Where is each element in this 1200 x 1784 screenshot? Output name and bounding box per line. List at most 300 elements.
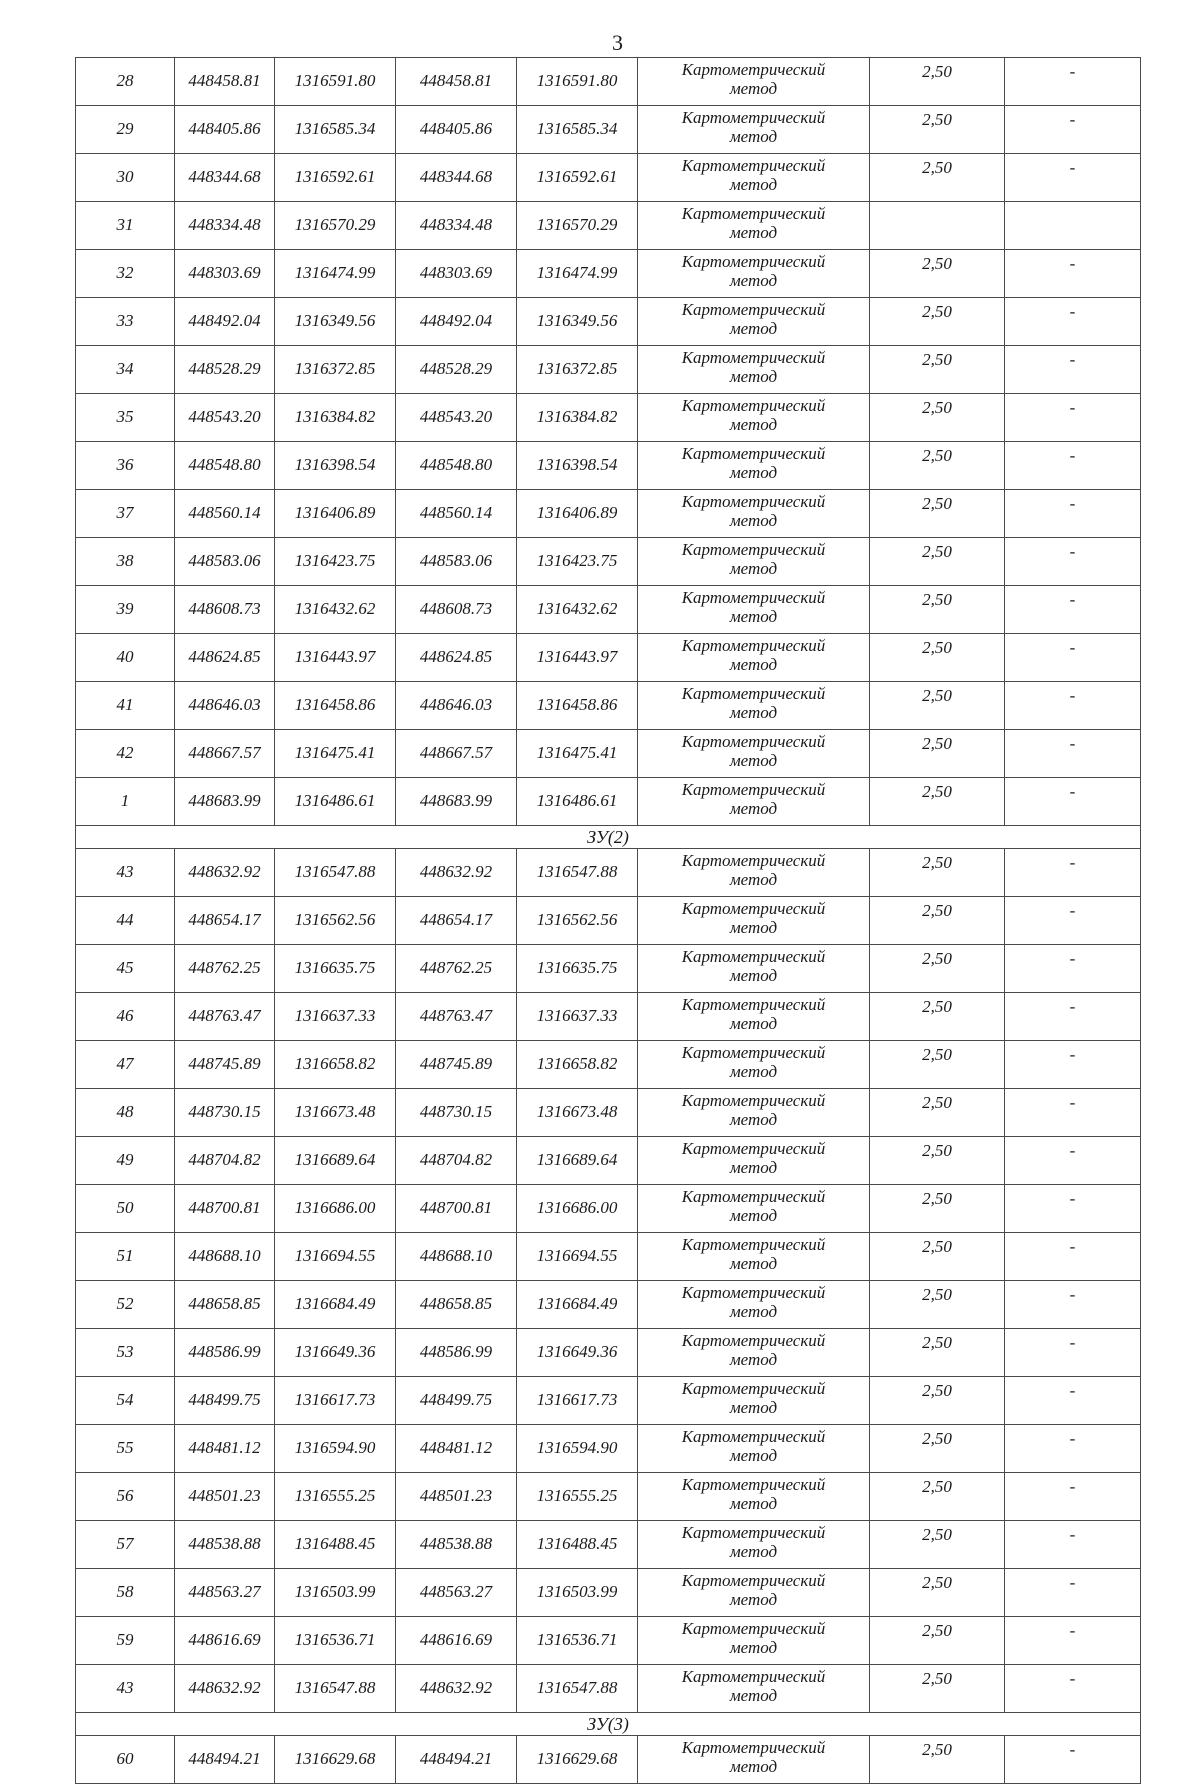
description-cell <box>1005 202 1141 250</box>
accuracy-cell: 2,50 <box>870 1089 1005 1137</box>
table-row <box>76 250 1141 298</box>
x-new-cell: 448667.57 <box>396 730 517 778</box>
method-cell <box>638 1617 870 1665</box>
y-existing-cell: 1316475.41 <box>275 730 396 778</box>
point-number-cell: 45 <box>76 945 175 993</box>
accuracy-cell: 2,50 <box>870 1425 1005 1473</box>
accuracy-cell: 2,50 <box>870 993 1005 1041</box>
x-existing-cell: 448492.04 <box>175 298 275 346</box>
section-title: ЗУ(2) <box>76 826 1141 849</box>
table-row <box>76 1041 1141 1089</box>
method-label-line1: Картометрический <box>681 732 826 751</box>
x-existing-cell: 448458.81 <box>175 58 275 106</box>
y-new-cell: 1316349.56 <box>517 298 638 346</box>
y-existing-cell: 1316637.33 <box>275 993 396 1041</box>
x-new-cell: 448646.03 <box>396 682 517 730</box>
x-existing-cell: 448632.92 <box>175 1665 275 1713</box>
x-new-cell: 448762.25 <box>396 945 517 993</box>
point-number-cell: 55 <box>76 1425 175 1473</box>
y-existing-cell: 1316570.29 <box>275 202 396 250</box>
method-label-line2: метод <box>729 1542 778 1561</box>
page-number: 3 <box>612 30 623 55</box>
method-cell <box>638 1281 870 1329</box>
method-cell <box>638 490 870 538</box>
method-cell <box>638 586 870 634</box>
method-cell <box>638 993 870 1041</box>
x-existing-cell: 448538.88 <box>175 1521 275 1569</box>
method-cell <box>638 778 870 826</box>
method-label-line2: метод <box>729 1686 778 1705</box>
y-existing-cell: 1316649.36 <box>275 1329 396 1377</box>
method-cell <box>638 106 870 154</box>
method-label-line2: метод <box>729 1398 778 1417</box>
accuracy-cell: 2,50 <box>870 1185 1005 1233</box>
method-label-line1: Картометрический <box>681 1571 826 1590</box>
description-cell: - <box>1005 250 1141 298</box>
method-cell <box>638 58 870 106</box>
point-number-cell: 34 <box>76 346 175 394</box>
method-label-line2: метод <box>729 511 778 530</box>
method-cell <box>638 1233 870 1281</box>
method-label-line1: Картометрический <box>681 780 826 799</box>
method-label-line2: метод <box>729 751 778 770</box>
point-number-cell: 39 <box>76 586 175 634</box>
y-new-cell: 1316536.71 <box>517 1617 638 1665</box>
table-row <box>76 945 1141 993</box>
y-new-cell: 1316488.45 <box>517 1521 638 1569</box>
x-existing-cell: 448704.82 <box>175 1137 275 1185</box>
y-new-cell: 1316423.75 <box>517 538 638 586</box>
method-label-line1: Картометрический <box>681 444 826 463</box>
y-existing-cell: 1316398.54 <box>275 442 396 490</box>
method-label-line2: метод <box>729 463 778 482</box>
method-cell <box>638 1137 870 1185</box>
accuracy-cell: 2,50 <box>870 538 1005 586</box>
accuracy-cell <box>870 202 1005 250</box>
method-label-line2: метод <box>729 1014 778 1033</box>
y-existing-cell: 1316585.34 <box>275 106 396 154</box>
method-label-line2: метод <box>729 966 778 985</box>
description-cell: - <box>1005 1425 1141 1473</box>
y-new-cell: 1316486.61 <box>517 778 638 826</box>
table-row <box>76 1281 1141 1329</box>
x-new-cell: 448538.88 <box>396 1521 517 1569</box>
y-existing-cell: 1316629.68 <box>275 1736 396 1784</box>
x-existing-cell: 448745.89 <box>175 1041 275 1089</box>
y-existing-cell: 1316474.99 <box>275 250 396 298</box>
method-label-line1: Картометрический <box>681 1475 826 1494</box>
method-label-line2: метод <box>729 655 778 674</box>
method-label-line2: метод <box>729 1590 778 1609</box>
y-new-cell: 1316474.99 <box>517 250 638 298</box>
description-cell: - <box>1005 993 1141 1041</box>
y-existing-cell: 1316372.85 <box>275 346 396 394</box>
y-new-cell: 1316689.64 <box>517 1137 638 1185</box>
x-existing-cell: 448608.73 <box>175 586 275 634</box>
x-existing-cell: 448499.75 <box>175 1377 275 1425</box>
table-body <box>76 58 1141 1784</box>
x-existing-cell: 448762.25 <box>175 945 275 993</box>
y-new-cell: 1316406.89 <box>517 490 638 538</box>
x-new-cell: 448499.75 <box>396 1377 517 1425</box>
point-number-cell: 43 <box>76 1665 175 1713</box>
table-row <box>76 394 1141 442</box>
point-number-cell: 28 <box>76 58 175 106</box>
x-new-cell: 448543.20 <box>396 394 517 442</box>
y-existing-cell: 1316432.62 <box>275 586 396 634</box>
table-row <box>76 1377 1141 1425</box>
method-label-line1: Картометрический <box>681 636 826 655</box>
point-number-cell: 59 <box>76 1617 175 1665</box>
x-new-cell: 448548.80 <box>396 442 517 490</box>
point-number-cell: 58 <box>76 1569 175 1617</box>
x-new-cell: 448303.69 <box>396 250 517 298</box>
description-cell: - <box>1005 730 1141 778</box>
description-cell: - <box>1005 897 1141 945</box>
table-row <box>76 778 1141 826</box>
table-row <box>76 730 1141 778</box>
x-new-cell: 448334.48 <box>396 202 517 250</box>
method-label-line2: метод <box>729 1350 778 1369</box>
table-row <box>76 538 1141 586</box>
point-number-cell: 60 <box>76 1736 175 1784</box>
description-cell: - <box>1005 1736 1141 1784</box>
method-label-line1: Картометрический <box>681 156 826 175</box>
x-existing-cell: 448632.92 <box>175 849 275 897</box>
x-new-cell: 448458.81 <box>396 58 517 106</box>
y-existing-cell: 1316536.71 <box>275 1617 396 1665</box>
accuracy-cell: 2,50 <box>870 849 1005 897</box>
method-cell <box>638 394 870 442</box>
accuracy-cell: 2,50 <box>870 1665 1005 1713</box>
point-number-cell: 49 <box>76 1137 175 1185</box>
method-label-line1: Картометрический <box>681 1667 826 1686</box>
accuracy-cell: 2,50 <box>870 1233 1005 1281</box>
x-existing-cell: 448563.27 <box>175 1569 275 1617</box>
table-row <box>76 1425 1141 1473</box>
y-existing-cell: 1316488.45 <box>275 1521 396 1569</box>
x-existing-cell: 448543.20 <box>175 394 275 442</box>
section-title: ЗУ(3) <box>76 1713 1141 1736</box>
y-existing-cell: 1316458.86 <box>275 682 396 730</box>
method-cell <box>638 202 870 250</box>
accuracy-cell: 2,50 <box>870 1473 1005 1521</box>
table-row <box>76 106 1141 154</box>
description-cell: - <box>1005 849 1141 897</box>
description-cell: - <box>1005 778 1141 826</box>
x-existing-cell: 448658.85 <box>175 1281 275 1329</box>
x-new-cell: 448688.10 <box>396 1233 517 1281</box>
table-row <box>76 849 1141 897</box>
description-cell: - <box>1005 1377 1141 1425</box>
point-number-cell: 43 <box>76 849 175 897</box>
method-label-line1: Картометрический <box>681 60 826 79</box>
point-number-cell: 41 <box>76 682 175 730</box>
method-label-line1: Картометрический <box>681 1091 826 1110</box>
method-cell <box>638 346 870 394</box>
description-cell: - <box>1005 154 1141 202</box>
accuracy-cell: 2,50 <box>870 1137 1005 1185</box>
x-new-cell: 448654.17 <box>396 897 517 945</box>
point-number-cell: 48 <box>76 1089 175 1137</box>
method-cell <box>638 154 870 202</box>
point-number-cell: 38 <box>76 538 175 586</box>
method-label-line1: Картометрический <box>681 1235 826 1254</box>
description-cell: - <box>1005 1473 1141 1521</box>
accuracy-cell: 2,50 <box>870 346 1005 394</box>
method-label-line2: метод <box>729 79 778 98</box>
section-header-row <box>76 1713 1141 1736</box>
method-label-line2: метод <box>729 607 778 626</box>
section-header-row <box>76 826 1141 849</box>
method-label-line1: Картометрический <box>681 204 826 223</box>
y-existing-cell: 1316635.75 <box>275 945 396 993</box>
y-new-cell: 1316398.54 <box>517 442 638 490</box>
table-row <box>76 490 1141 538</box>
method-cell <box>638 1377 870 1425</box>
method-label-line1: Картометрический <box>681 396 826 415</box>
y-existing-cell: 1316686.00 <box>275 1185 396 1233</box>
x-new-cell: 448583.06 <box>396 538 517 586</box>
description-cell: - <box>1005 346 1141 394</box>
point-number-cell: 50 <box>76 1185 175 1233</box>
x-existing-cell: 448646.03 <box>175 682 275 730</box>
x-new-cell: 448745.89 <box>396 1041 517 1089</box>
accuracy-cell: 2,50 <box>870 1329 1005 1377</box>
method-label-line1: Картометрический <box>681 492 826 511</box>
description-cell: - <box>1005 1521 1141 1569</box>
y-new-cell: 1316432.62 <box>517 586 638 634</box>
method-cell <box>638 897 870 945</box>
method-label-line1: Картометрический <box>681 348 826 367</box>
y-existing-cell: 1316658.82 <box>275 1041 396 1089</box>
x-existing-cell: 448654.17 <box>175 897 275 945</box>
table-row <box>76 897 1141 945</box>
method-cell <box>638 1473 870 1521</box>
table-row <box>76 1617 1141 1665</box>
x-new-cell: 448344.68 <box>396 154 517 202</box>
y-new-cell: 1316372.85 <box>517 346 638 394</box>
method-cell <box>638 849 870 897</box>
table-row <box>76 1233 1141 1281</box>
method-label-line2: метод <box>729 1254 778 1273</box>
method-cell <box>638 1736 870 1784</box>
method-label-line1: Картометрический <box>681 108 826 127</box>
method-cell <box>638 730 870 778</box>
x-new-cell: 448481.12 <box>396 1425 517 1473</box>
table-row <box>76 58 1141 106</box>
method-label-line2: метод <box>729 1062 778 1081</box>
point-number-cell: 36 <box>76 442 175 490</box>
point-number-cell: 40 <box>76 634 175 682</box>
point-number-cell: 1 <box>76 778 175 826</box>
description-cell: - <box>1005 538 1141 586</box>
x-existing-cell: 448730.15 <box>175 1089 275 1137</box>
description-cell: - <box>1005 1041 1141 1089</box>
method-label-line1: Картометрический <box>681 588 826 607</box>
accuracy-cell: 2,50 <box>870 1377 1005 1425</box>
x-new-cell: 448624.85 <box>396 634 517 682</box>
accuracy-cell: 2,50 <box>870 945 1005 993</box>
x-existing-cell: 448586.99 <box>175 1329 275 1377</box>
method-label-line1: Картометрический <box>681 1043 826 1062</box>
method-label-line2: метод <box>729 127 778 146</box>
method-cell <box>638 1089 870 1137</box>
x-existing-cell: 448688.10 <box>175 1233 275 1281</box>
description-cell: - <box>1005 1665 1141 1713</box>
point-number-cell: 29 <box>76 106 175 154</box>
description-cell: - <box>1005 58 1141 106</box>
method-label-line1: Картометрический <box>681 252 826 271</box>
y-existing-cell: 1316547.88 <box>275 849 396 897</box>
description-cell: - <box>1005 106 1141 154</box>
y-new-cell: 1316594.90 <box>517 1425 638 1473</box>
method-label-line1: Картометрический <box>681 1331 826 1350</box>
method-label-line2: метод <box>729 1757 778 1776</box>
method-label-line2: метод <box>729 703 778 722</box>
table-row <box>76 202 1141 250</box>
point-number-cell: 33 <box>76 298 175 346</box>
method-label-line2: метод <box>729 870 778 889</box>
coordinates-table <box>75 57 1141 1784</box>
x-new-cell: 448528.29 <box>396 346 517 394</box>
y-new-cell: 1316503.99 <box>517 1569 638 1617</box>
method-label-line1: Картометрический <box>681 684 826 703</box>
method-cell <box>638 634 870 682</box>
accuracy-cell: 2,50 <box>870 394 1005 442</box>
accuracy-cell: 2,50 <box>870 490 1005 538</box>
description-cell: - <box>1005 586 1141 634</box>
table-row <box>76 682 1141 730</box>
accuracy-cell: 2,50 <box>870 682 1005 730</box>
method-cell <box>638 1521 870 1569</box>
table-row <box>76 1137 1141 1185</box>
x-existing-cell: 448763.47 <box>175 993 275 1041</box>
x-new-cell: 448405.86 <box>396 106 517 154</box>
table-row <box>76 1185 1141 1233</box>
description-cell: - <box>1005 1089 1141 1137</box>
x-existing-cell: 448501.23 <box>175 1473 275 1521</box>
x-new-cell: 448683.99 <box>396 778 517 826</box>
y-existing-cell: 1316591.80 <box>275 58 396 106</box>
y-new-cell: 1316475.41 <box>517 730 638 778</box>
method-label-line2: метод <box>729 367 778 386</box>
description-cell: - <box>1005 682 1141 730</box>
y-existing-cell: 1316555.25 <box>275 1473 396 1521</box>
method-label-line1: Картометрический <box>681 1523 826 1542</box>
x-new-cell: 448616.69 <box>396 1617 517 1665</box>
x-new-cell: 448763.47 <box>396 993 517 1041</box>
y-existing-cell: 1316562.56 <box>275 897 396 945</box>
method-label-line1: Картометрический <box>681 1427 826 1446</box>
accuracy-cell: 2,50 <box>870 442 1005 490</box>
y-existing-cell: 1316684.49 <box>275 1281 396 1329</box>
x-new-cell: 448730.15 <box>396 1089 517 1137</box>
x-existing-cell: 448481.12 <box>175 1425 275 1473</box>
method-cell <box>638 538 870 586</box>
x-existing-cell: 448700.81 <box>175 1185 275 1233</box>
accuracy-cell: 2,50 <box>870 154 1005 202</box>
x-new-cell: 448700.81 <box>396 1185 517 1233</box>
method-cell <box>638 298 870 346</box>
method-label-line1: Картометрический <box>681 1283 826 1302</box>
y-new-cell: 1316443.97 <box>517 634 638 682</box>
method-label-line2: метод <box>729 271 778 290</box>
x-existing-cell: 448344.68 <box>175 154 275 202</box>
point-number-cell: 54 <box>76 1377 175 1425</box>
table-row <box>76 346 1141 394</box>
table-row <box>76 586 1141 634</box>
method-cell <box>638 442 870 490</box>
x-existing-cell: 448683.99 <box>175 778 275 826</box>
y-new-cell: 1316694.55 <box>517 1233 638 1281</box>
description-cell: - <box>1005 1233 1141 1281</box>
y-new-cell: 1316585.34 <box>517 106 638 154</box>
y-new-cell: 1316673.48 <box>517 1089 638 1137</box>
y-new-cell: 1316555.25 <box>517 1473 638 1521</box>
y-new-cell: 1316547.88 <box>517 849 638 897</box>
method-label-line1: Картометрический <box>681 851 826 870</box>
x-new-cell: 448586.99 <box>396 1329 517 1377</box>
y-new-cell: 1316562.56 <box>517 897 638 945</box>
x-existing-cell: 448624.85 <box>175 634 275 682</box>
method-label-line1: Картометрический <box>681 1139 826 1158</box>
table-row <box>76 1736 1141 1784</box>
method-cell <box>638 250 870 298</box>
y-existing-cell: 1316547.88 <box>275 1665 396 1713</box>
accuracy-cell: 2,50 <box>870 1736 1005 1784</box>
accuracy-cell: 2,50 <box>870 1521 1005 1569</box>
accuracy-cell: 2,50 <box>870 634 1005 682</box>
point-number-cell: 46 <box>76 993 175 1041</box>
point-number-cell: 35 <box>76 394 175 442</box>
y-existing-cell: 1316486.61 <box>275 778 396 826</box>
y-new-cell: 1316591.80 <box>517 58 638 106</box>
y-new-cell: 1316637.33 <box>517 993 638 1041</box>
y-new-cell: 1316547.88 <box>517 1665 638 1713</box>
table-row <box>76 634 1141 682</box>
method-cell <box>638 1185 870 1233</box>
y-existing-cell: 1316617.73 <box>275 1377 396 1425</box>
description-cell: - <box>1005 634 1141 682</box>
accuracy-cell: 2,50 <box>870 778 1005 826</box>
method-label-line2: метод <box>729 175 778 194</box>
method-label-line2: метод <box>729 918 778 937</box>
x-new-cell: 448704.82 <box>396 1137 517 1185</box>
method-label-line2: метод <box>729 1638 778 1657</box>
description-cell: - <box>1005 945 1141 993</box>
description-cell: - <box>1005 1569 1141 1617</box>
x-existing-cell: 448405.86 <box>175 106 275 154</box>
method-cell <box>638 1569 870 1617</box>
y-existing-cell: 1316694.55 <box>275 1233 396 1281</box>
x-existing-cell: 448616.69 <box>175 1617 275 1665</box>
y-new-cell: 1316658.82 <box>517 1041 638 1089</box>
method-label-line1: Картометрический <box>681 947 826 966</box>
y-new-cell: 1316458.86 <box>517 682 638 730</box>
table-row <box>76 1665 1141 1713</box>
point-number-cell: 47 <box>76 1041 175 1089</box>
y-new-cell: 1316686.00 <box>517 1185 638 1233</box>
description-cell: - <box>1005 1137 1141 1185</box>
y-existing-cell: 1316406.89 <box>275 490 396 538</box>
point-number-cell: 42 <box>76 730 175 778</box>
method-cell <box>638 1329 870 1377</box>
point-number-cell: 37 <box>76 490 175 538</box>
accuracy-cell: 2,50 <box>870 1569 1005 1617</box>
method-label-line1: Картометрический <box>681 1379 826 1398</box>
x-existing-cell: 448548.80 <box>175 442 275 490</box>
